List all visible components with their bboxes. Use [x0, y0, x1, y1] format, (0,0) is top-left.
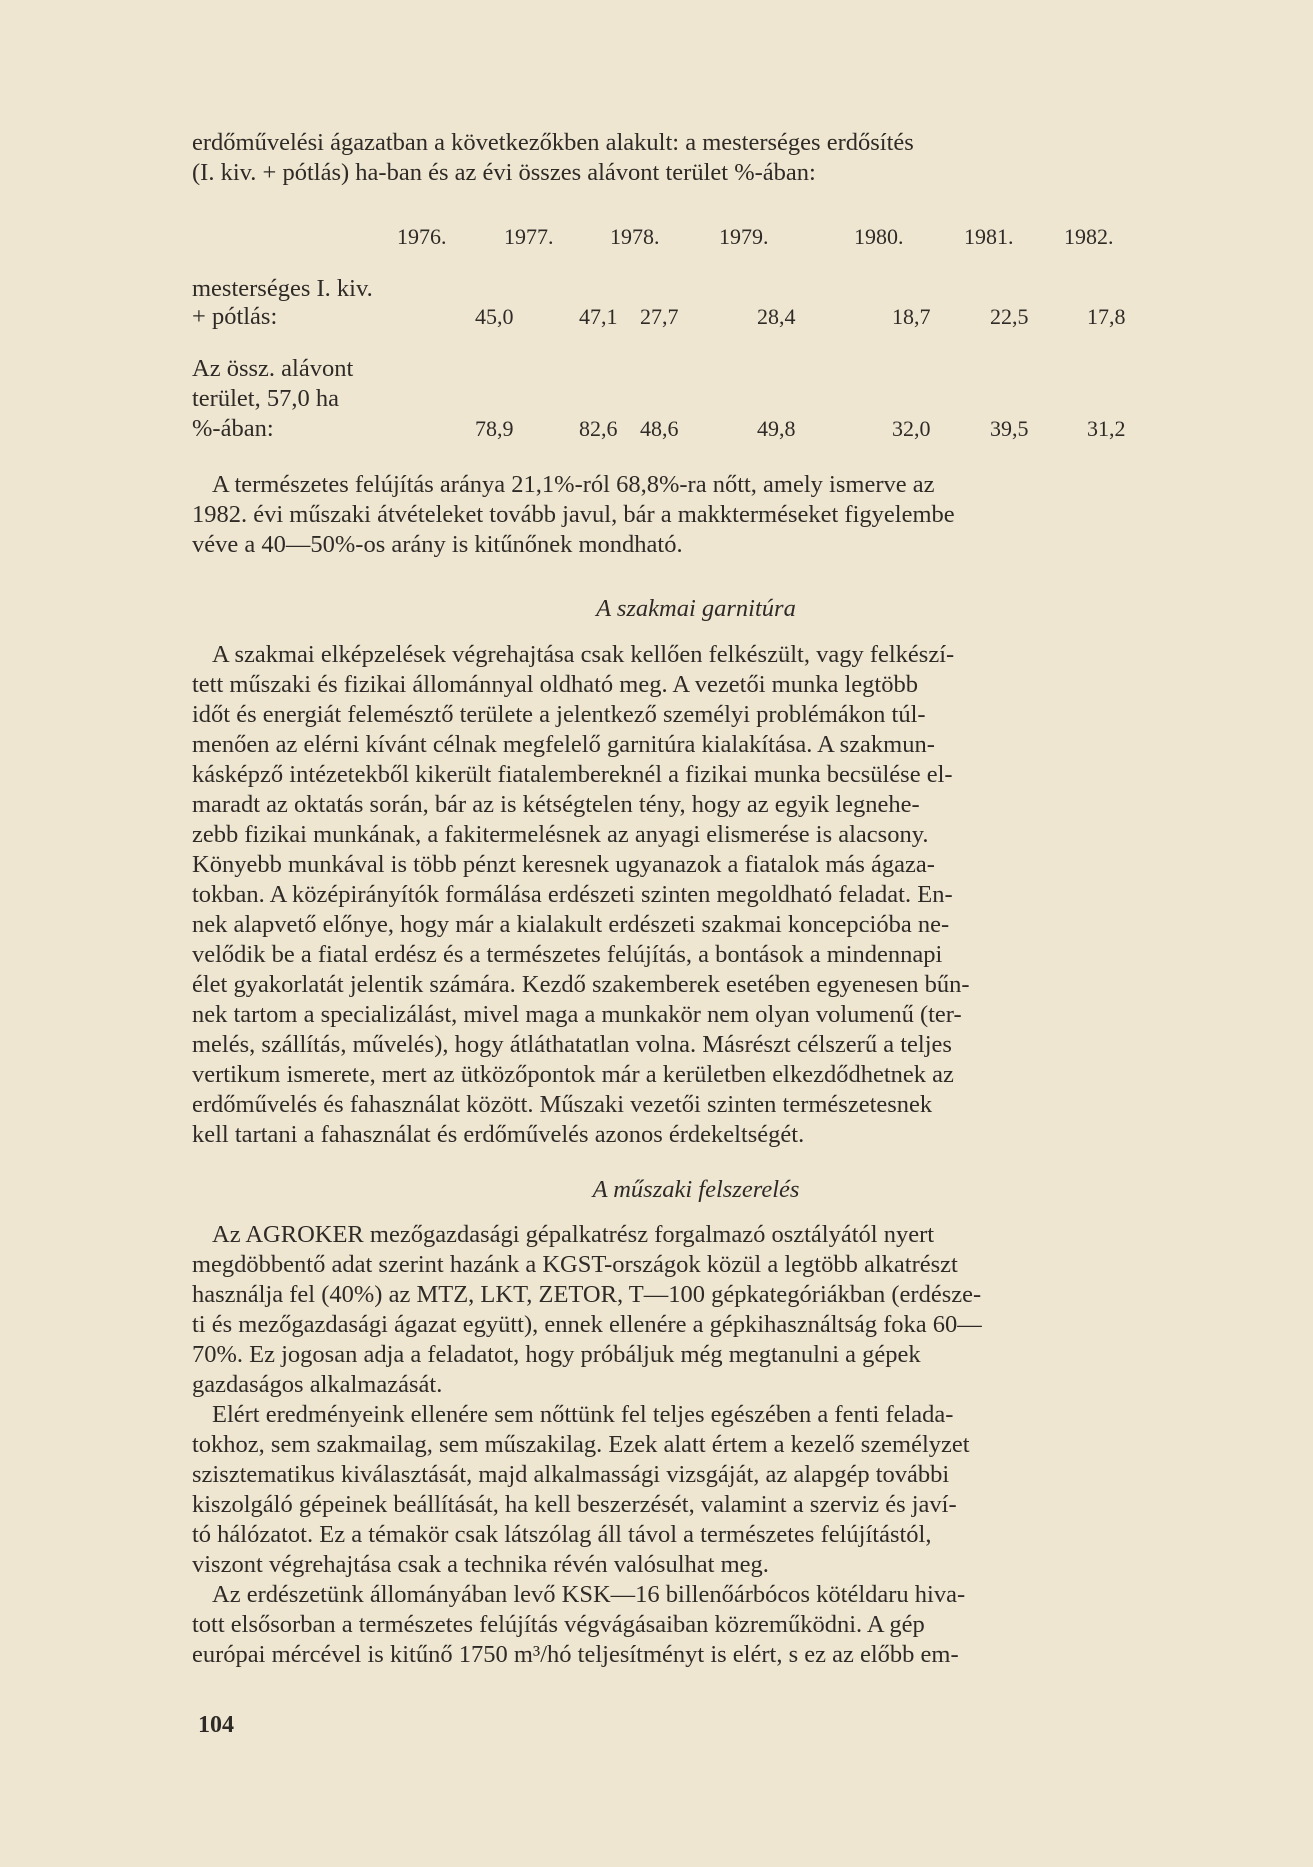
paragraph	[192, 1580, 1200, 1670]
table-cell: 47,1	[579, 304, 618, 329]
text-line: Az erdészetünk állományában levő KSK—16 billenőárbócos kötéldaru hiva-	[212, 1581, 966, 1608]
text-line: kell tartani a fahasználat és erdőművelés azonos érdekeltségét.	[192, 1121, 805, 1148]
table-cell: 49,8	[757, 416, 796, 441]
text-line: szisztematikus kiválasztását, majd alkalmassági vizsgáját, az alapgép további	[192, 1461, 950, 1488]
section-heading: A műszaki felszerelés	[592, 1176, 800, 1203]
text-line: tó hálózatot. Ez a témakör csak látszólag áll távol a természetes felújítástól,	[192, 1521, 932, 1548]
table-cell: 45,0	[475, 304, 514, 329]
text-line: tokhoz, sem szakmailag, sem műszakilag. Ezek alatt értem a kezelő személyzet	[192, 1431, 970, 1458]
text-line: tett műszaki és fizikai állománnyal oldható meg. A vezetői munka legtöbb	[192, 671, 918, 698]
text-line: időt és energiát felemésztő területe a jelentkező személyi problémákon túl-	[192, 701, 926, 728]
table-cell: 18,7	[892, 304, 931, 329]
row-label: mesterséges I. kiv.	[192, 275, 373, 302]
page-number: 104	[198, 1712, 234, 1738]
text-line: melés, szállítás, művelés), hogy átláthatatlan volna. Másrészt célszerű a teljes	[192, 1031, 952, 1058]
table-cell: 22,5	[990, 304, 1029, 329]
text-line: A szakmai elképzelések végrehajtása csak kellően felkészült, vagy felkészí-	[212, 641, 955, 668]
text-line: nek alapvető előnye, hogy már a kialakult erdészeti szakmai koncepcióba ne-	[192, 911, 950, 938]
text-line: Az AGROKER mezőgazdasági gépalkatrész forgalmazó osztályától nyert	[212, 1221, 935, 1248]
text-line: kiszolgáló gépeinek beállítását, ha kell beszerzését, valamint a szerviz és javí-	[192, 1491, 957, 1518]
text-line: véve a 40—50%-os arány is kitűnőnek mondható.	[192, 531, 683, 558]
text-line: menően az elérni kívánt célnak megfelelő garnitúra kialakítása. A szakmun-	[192, 731, 935, 758]
text-line: vertikum ismerete, mert az ütközőpontok már a kerületben elkezdődhetnek az	[192, 1061, 954, 1088]
text-line: nek tartom a specializálást, mivel maga a munkakör nem olyan volumenű (ter-	[192, 1001, 962, 1028]
year-header: 1982.	[1064, 224, 1114, 249]
year-header: 1979.	[719, 224, 769, 249]
paragraph	[192, 1400, 1200, 1580]
table-cell: 39,5	[990, 416, 1029, 441]
paragraph	[192, 640, 1200, 1150]
text-line: használja fel (40%) az MTZ, LKT, ZETOR, T—100 gépkategóriákban (erdésze-	[192, 1281, 982, 1308]
table-cell: 82,6	[579, 416, 618, 441]
text-line: gazdaságos alkalmazását.	[192, 1371, 443, 1398]
table-cell: 17,8	[1087, 304, 1126, 329]
text-line: kásképző intézetekből kikerült fiatalembereknél a fizikai munka becsülése el-	[192, 761, 953, 788]
table-cell: 78,9	[475, 416, 514, 441]
intro-paragraph	[192, 128, 1200, 188]
paragraph	[192, 1220, 1200, 1400]
text-line: tokban. A középirányítók formálása erdészeti szinten megoldható feladat. En-	[192, 881, 953, 908]
table-cell: 48,6	[640, 416, 679, 441]
text-line: tott elsősorban a természetes felújítás végvágásaiban közreműködni. A gép	[192, 1611, 925, 1638]
text-line: erdőművelési ágazatban a következőkben alakult: a mesterséges erdősítés	[192, 129, 914, 156]
row-label: Az össz. alávont	[192, 355, 354, 382]
text-line: velődik be a fiatal erdész és a természetes felújítás, a bontások a mindennapi	[192, 941, 943, 968]
text-line: Könyebb munkával is több pénzt keresnek ugyanazok a fiatalok más ágaza-	[192, 851, 935, 878]
table-cell: 32,0	[892, 416, 931, 441]
text-line: Elért eredményeink ellenére sem nőttünk fel teljes egészében a fenti felada-	[212, 1401, 954, 1428]
year-header: 1980.	[854, 224, 904, 249]
row-label: %-ában:	[192, 415, 274, 442]
text-line: 70%. Ez jogosan adja a feladatot, hogy próbáljuk még megtanulni a gépek	[192, 1341, 921, 1368]
text-line: 1982. évi műszaki átvételeket tovább javul, bár a makkterméseket figyelembe	[192, 501, 955, 528]
year-header: 1977.	[504, 224, 554, 249]
text-line: ti és mezőgazdasági ágazat együtt), ennek ellenére a gépkihasználtság foka 60—	[192, 1311, 982, 1338]
row-label: + pótlás:	[192, 303, 278, 330]
row-label: terület, 57,0 ha	[192, 385, 339, 412]
text-line: európai mércével is kitűnő 1750 m³/hó teljesítményt is elért, s ez az előbb em-	[192, 1641, 959, 1668]
text-line: A természetes felújítás aránya 21,1%-ról 68,8%-ra nőtt, amely ismerve az	[212, 471, 935, 498]
text-line: (I. kiv. + pótlás) ha-ban és az évi összes alávont terület %-ában:	[192, 159, 816, 186]
text-line: megdöbbentő adat szerint hazánk a KGST-országok közül a legtöbb alkatrészt	[192, 1251, 958, 1278]
table-cell: 28,4	[757, 304, 796, 329]
year-header: 1981.	[964, 224, 1014, 249]
text-line: élet gyakorlatát jelentik számára. Kezdő szakemberek esetében egyenesen bűn-	[192, 971, 970, 998]
text-line: zebb fizikai munkának, a fakitermelésnek az anyagi elismerése is alacsony.	[192, 821, 929, 848]
text-line: erdőművelés és fahasználat között. Műszaki vezetői szinten természetesnek	[192, 1091, 933, 1118]
paragraph	[192, 470, 1200, 560]
year-header: 1976.	[397, 224, 447, 249]
section-heading: A szakmai garnitúra	[596, 595, 796, 622]
text-line: maradt az oktatás során, bár az is kétségtelen tény, hogy az egyik legnehe-	[192, 791, 920, 818]
year-header: 1978.	[610, 224, 660, 249]
table-cell: 27,7	[640, 304, 679, 329]
table-cell: 31,2	[1087, 416, 1126, 441]
text-line: viszont végrehajtása csak a technika révén valósulhat meg.	[192, 1551, 769, 1578]
